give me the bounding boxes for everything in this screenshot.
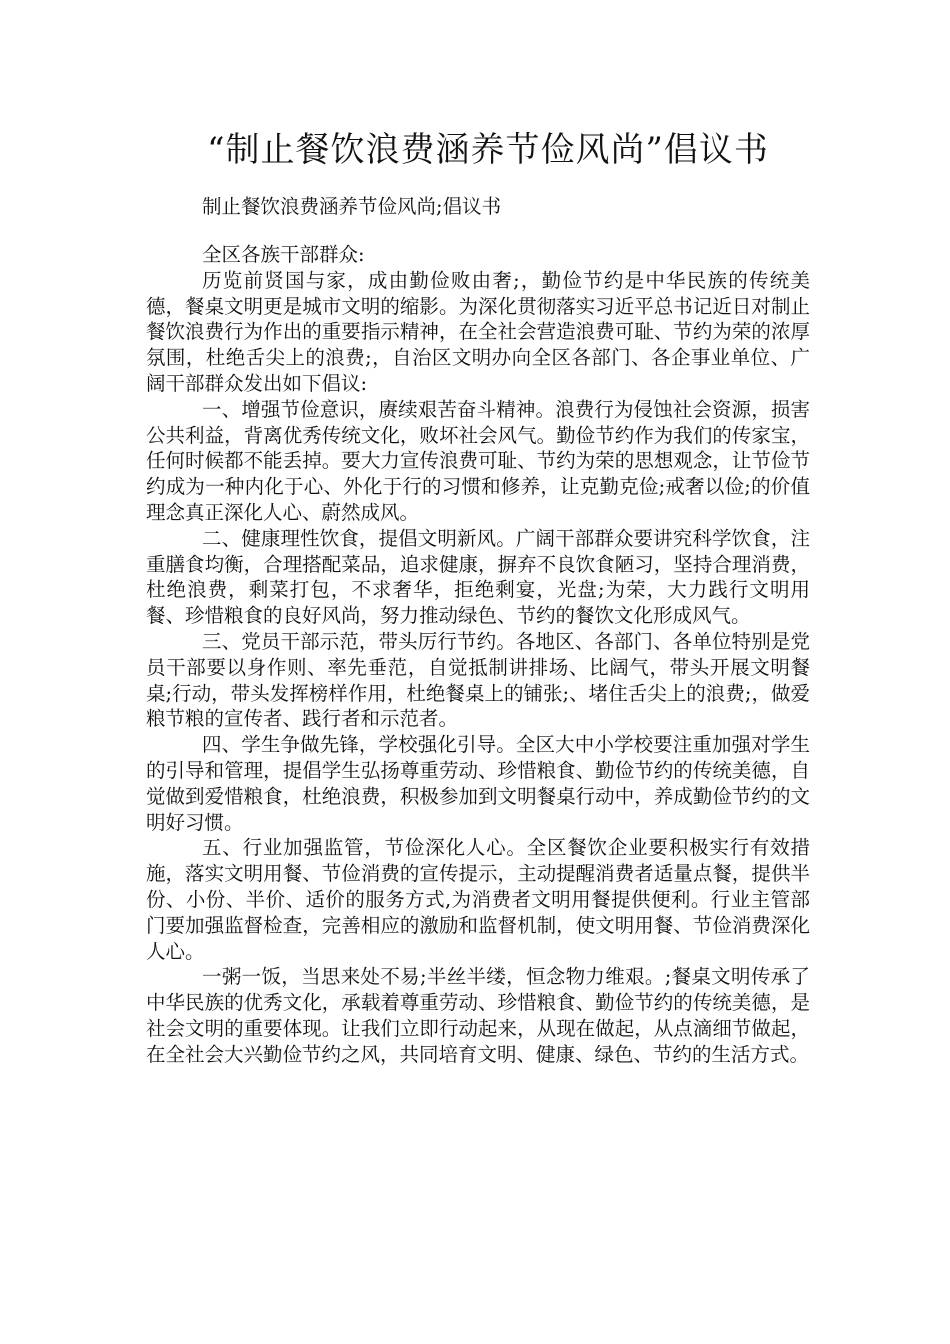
paragraph-closing: 一粥一饭，当思来处不易;半丝半缕，恒念物力维艰。;餐桌文明传承了中华民族的优秀文化，承载着尊重劳动、珍惜粮食、勤俭节约的传统美德，是社会文明的重要体现。让我们立即行动起来，从现在做起，从点滴细节做起，在全社会大兴勤俭节约之风，共同培育文明、健康、绿色、节约的生活方式。: [146, 965, 810, 1066]
document-page: [146, 128, 810, 1068]
paragraph-1: 一、增强节俭意识，赓续艰苦奋斗精神。浪费行为侵蚀社会资源，损害公共利益，背离优秀传统文化，败坏社会风气。勤俭节约作为我们的传家宝，任何时候都不能丢掉。要大力宣传浪费可耻、节约为荣的思想观念，让节俭节约成为一种内化于心、外化于行的习惯和修养，让克勤克俭;戒奢以俭;的价值理念真正深化人心、蔚然成风。: [146, 397, 810, 524]
document-title: “制止餐饮浪费涵养节俭风尚”倡议书: [207, 130, 769, 170]
document-subtitle: 制止餐饮浪费涵养节俭风尚;倡议书: [202, 195, 502, 218]
paragraph-5: 五、行业加强监管，节俭深化人心。全区餐饮企业要积极实行有效措施，落实文明用餐、节俭消费的宣传提示，主动提醒消费者适量点餐，提供半份、小份、半价、适价的服务方式,为消费者文明用餐提供便利。行业主管部门要加强监督检查，完善相应的激励和监督机制，使文明用餐、节俭消费深化人心。: [146, 836, 810, 963]
paragraph-3: 三、党员干部示范，带头厉行节约。各地区、各部门、各单位特别是党员干部要以身作则、率先垂范，自觉抵制讲排场、比阔气，带头开展文明餐桌;行动，带头发挥榜样作用，杜绝餐桌上的铺张;、堵住舌尖上的浪费;，做爱粮节粮的宣传者、践行者和示范者。: [146, 629, 810, 731]
paragraph-2: 二、健康理性饮食，提倡文明新风。广阔干部群众要讲究科学饮食，注重膳食均衡，合理搭配菜品，追求健康，摒弃不良饮食陋习，坚持合理消费，杜绝浪费，剩菜打包，不求奢华，拒绝剩宴，光盘;为荣，大力践行文明用餐、珍惜粮食的良好风尚，努力推动绿色、节约的餐饮文化形成风气。: [146, 526, 810, 628]
salutation: 全区各族干部群众:: [202, 243, 365, 266]
paragraph-intro: 历览前贤国与家，成由勤俭败由奢;，勤俭节约是中华民族的传统美德，餐桌文明更是城市文明的缩影。为深化贯彻落实习近平总书记近日对制止餐饮浪费行为作出的重要指示精神，在全社会营造浪费可耻、节约为荣的浓厚氛围，杜绝舌尖上的浪费;，自治区文明办向全区各部门、各企事业单位、广阔干部群众发出如下倡议:: [146, 268, 810, 395]
document-body: [146, 242, 810, 1068]
paragraph-4: 四、学生争做先锋，学校强化引导。全区大中小学校要注重加强对学生的引导和管理，提倡学生弘扬尊重劳动、珍惜粮食、勤俭节约的传统美德，自觉做到爱惜粮食，杜绝浪费，积极参加到文明餐桌行动中，养成勤俭节约的文明好习惯。: [146, 733, 810, 834]
